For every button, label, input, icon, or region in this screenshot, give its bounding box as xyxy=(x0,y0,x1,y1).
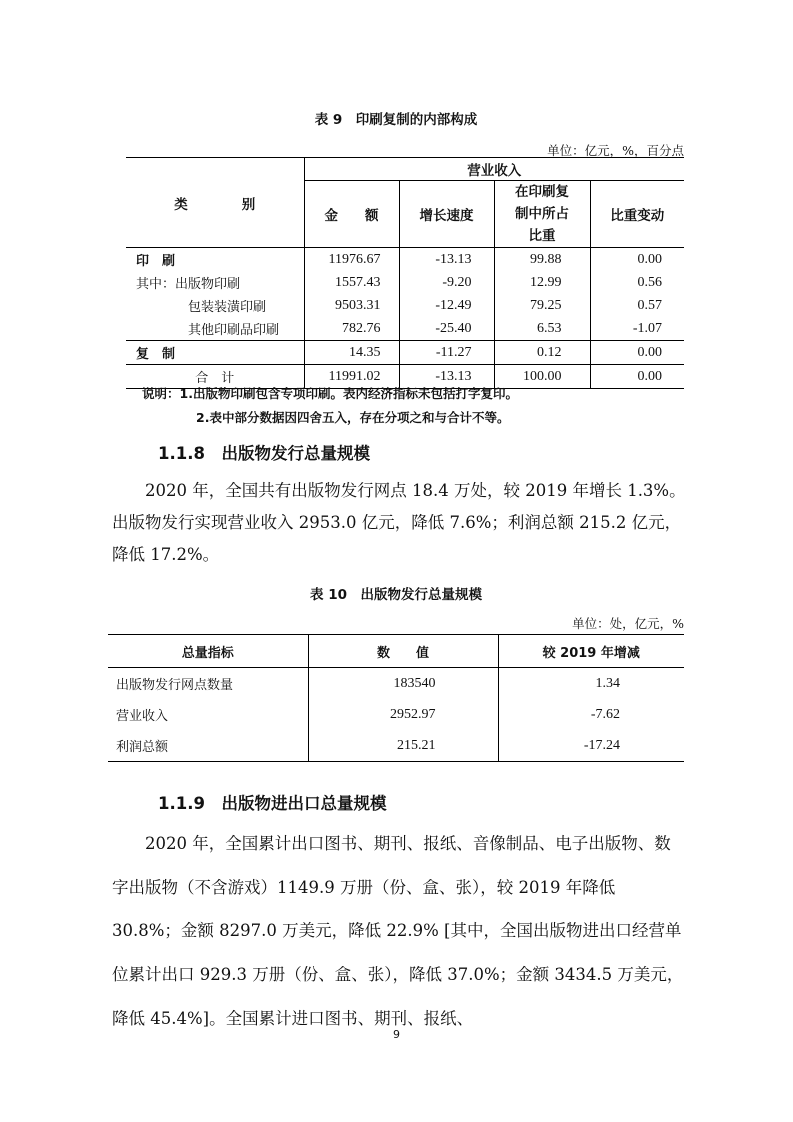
cell-change: 0.56 xyxy=(637,274,662,290)
cell-change: 0.00 xyxy=(637,368,662,384)
table9-header-growth: 增长速度 xyxy=(399,181,494,248)
cell-amount: 11991.02 xyxy=(304,365,399,389)
cell-growth: -12.49 xyxy=(399,294,494,317)
cell-change: -1.07 xyxy=(632,320,662,336)
cell-amount: 1557.43 xyxy=(304,271,399,294)
table9-header-amount: 金 额 xyxy=(304,181,399,248)
cell-change: 1.34 xyxy=(595,675,620,691)
table9-header-category: 类 别 xyxy=(126,158,304,248)
table-row xyxy=(108,668,684,700)
cell-change: -7.62 xyxy=(590,706,620,722)
cell-share: 100.00 xyxy=(494,365,590,389)
row-label: 合 计 xyxy=(126,365,304,389)
cell-change: 0.57 xyxy=(637,297,662,313)
cell-growth: -11.27 xyxy=(399,341,494,365)
cell-change: 0.00 xyxy=(637,251,662,267)
cell-value: 183540 xyxy=(308,668,498,700)
cell-change: 0.00 xyxy=(637,344,662,360)
table9-unit: 单位：亿元，%，百分点 xyxy=(547,143,684,158)
cell-change: -17.24 xyxy=(583,737,620,753)
table10-header-value: 数 值 xyxy=(308,635,498,668)
page-number: 9 xyxy=(393,1028,400,1041)
cell-value: 2952.97 xyxy=(308,699,498,730)
cell-growth: -13.13 xyxy=(399,365,494,389)
row-label: 印 刷 xyxy=(126,248,304,272)
table9-note-1: 说明：1.出版物印刷包含专项印刷。表内经济指标未包括打字复印。 xyxy=(142,386,518,401)
cell-growth: -25.40 xyxy=(399,317,494,341)
cell-share: 99.88 xyxy=(494,248,590,272)
row-label: 出版物发行网点数量 xyxy=(108,668,308,700)
table9 xyxy=(126,157,684,389)
cell-growth: -9.20 xyxy=(399,271,494,294)
table9-header-change: 比重变动 xyxy=(610,208,665,224)
cell-amount: 782.76 xyxy=(304,317,399,341)
section-118-paragraph: 2020 年，全国共有出版物发行网点 18.4 万处，较 2019 年增长 1.3%。出版物发行实现营业收入 2953.0 亿元，降低 7.6%；利润总额 215.2 亿元，降低 17.2%。 xyxy=(112,481,686,565)
cell-share: 12.99 xyxy=(494,271,590,294)
row-label: 其他印刷品印刷 xyxy=(126,317,304,341)
table9-caption: 表 9 印刷复制的内部构成 xyxy=(314,112,478,128)
table9-note-2: 2.表中部分数据因四舍五入，存在分项之和与合计不等。 xyxy=(196,410,510,425)
table10-header-indicator: 总量指标 xyxy=(108,635,308,668)
table-row xyxy=(126,271,684,294)
row-label: 营业收入 xyxy=(108,699,308,730)
cell-amount: 14.35 xyxy=(304,341,399,365)
table-row xyxy=(126,248,684,272)
row-label: 其中：出版物印刷 xyxy=(126,271,304,294)
table-row xyxy=(108,699,684,730)
table10-header-change: 较 2019 年增减 xyxy=(542,645,640,661)
cell-growth: -13.13 xyxy=(399,248,494,272)
cell-amount: 9503.31 xyxy=(304,294,399,317)
cell-share: 79.25 xyxy=(494,294,590,317)
section-119-paragraph: 2020 年，全国累计出口图书、期刊、报纸、音像制品、电子出版物、数字出版物（不含游戏）1149.9 万册（份、盒、张），较 2019 年降低 30.8%；金额 8297.0 万美元，降低 22.9% [其中，全国出版物进出口经营单位累计出口 929.3 万册（份、盒、张），降低 37.0%；金额 3434.5 万美元，降低 45.4%]。全国累计进口图书、期刊、报纸、 xyxy=(112,834,684,1028)
row-label: 利润总额 xyxy=(108,730,308,762)
cell-share: 0.12 xyxy=(494,341,590,365)
cell-value: 215.21 xyxy=(308,730,498,762)
cell-amount: 11976.67 xyxy=(304,248,399,272)
table9-header-group: 营业收入 xyxy=(304,158,684,181)
section-119-heading: 1.1.9 出版物进出口总量规模 xyxy=(158,794,387,813)
table10-caption: 表 10 出版物发行总量规模 xyxy=(310,587,482,603)
table-row xyxy=(126,341,684,365)
row-label: 包装装潢印刷 xyxy=(126,294,304,317)
table10 xyxy=(108,634,684,762)
table-row xyxy=(126,294,684,317)
row-label: 复 制 xyxy=(126,341,304,365)
table10-unit: 单位：处，亿元，% xyxy=(572,616,684,631)
cell-share: 6.53 xyxy=(494,317,590,341)
section-118-heading: 1.1.8 出版物发行总量规模 xyxy=(158,444,370,463)
table-row xyxy=(126,317,684,341)
table9-header-share: 在印刷复制中所占比重 xyxy=(494,181,590,248)
table-row xyxy=(108,730,684,762)
